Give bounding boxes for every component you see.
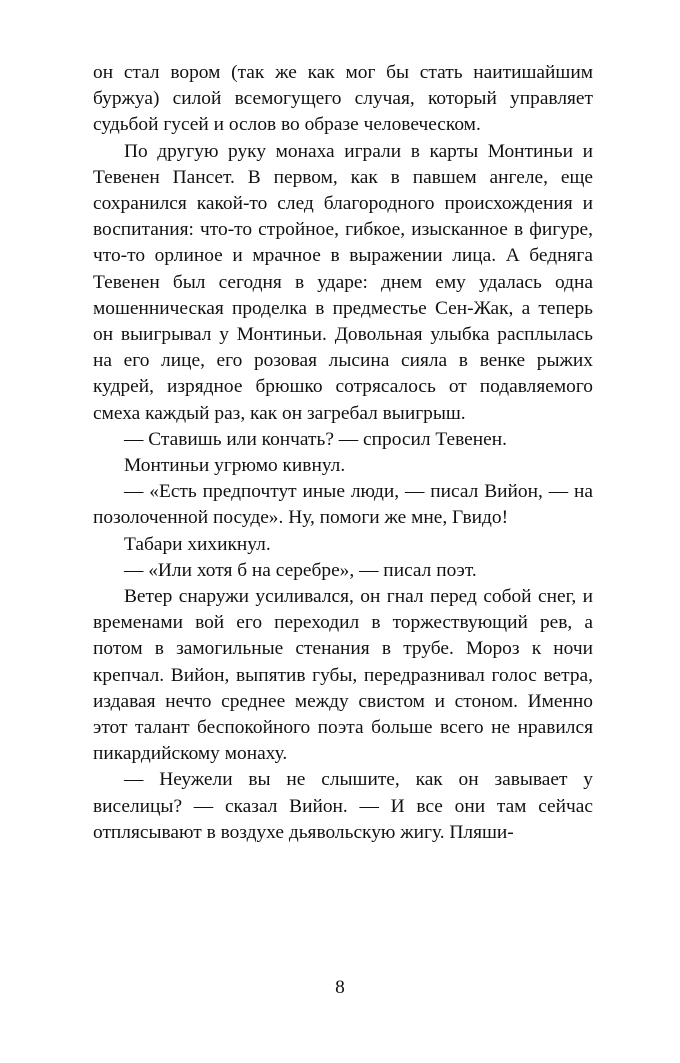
page-body xyxy=(93,60,593,846)
paragraph-3: — Ставишь или кончать? — спросил Тевенен. xyxy=(124,428,507,450)
paragraph-4: Монтиньи угрюмо кивнул. xyxy=(124,455,346,477)
paragraph-1: он стал вором (так же как мог бы стать наитишайшим буржуа) силой всемогущего случая, который управляет судьбой гусей и ослов во образе человеческом. xyxy=(93,62,593,136)
paragraph-8: Ветер снаружи усиливался, он гнал перед собой снег, и временами вой его переходил в торжествующий рев, а потом в замогильные стенания в трубе. Мороз к ночи крепчал. Вийон, выпятив губы, передразнивал голос ветра, издавая нечто среднее между свистом и стоном. Именно этот талант беспокойного поэта больше всего не нравился пикардийскому монаху. xyxy=(93,586,593,765)
paragraph-6: Табари хихикнул. xyxy=(124,533,271,555)
paragraph-9: — Неужели вы не слышите, как он завывает у виселицы? — сказал Вийон. — И все они там сейчас отплясывают в воздухе дьявольскую жигу. Пляши- xyxy=(93,769,593,843)
paragraph-7: — «Или хотя б на серебре», — писал поэт. xyxy=(124,559,477,581)
paragraph-2: По другую руку монаха играли в карты Монтиньи и Тевенен Пансет. В первом, как в павшем ангеле, еще сохранился какой-то след благородного происхождения и воспитания: что-то стройное, гибкое, изысканное в фигуре, что-то орлиное и мрачное в выражении лица. А бедняга Тевенен был сегодня в ударе: днем ему удалась одна мошенническая проделка в предместье Сен-Жак, а теперь он выигрывал у Монтиньи. Довольная улыбка расплылась на его лице, его розовая лысина сияла в венке рыжих кудрей, изрядное брюшко сотрясалось от подавляемого смеха каждый раз, как он загребал выигрыш. xyxy=(93,140,593,424)
page-number: 8 xyxy=(335,977,345,998)
paragraph-5: — «Есть предпочтут иные люди, — писал Вийон, — на позолоченной посуде». Ну, помоги же мне, Гвидо! xyxy=(93,481,593,529)
